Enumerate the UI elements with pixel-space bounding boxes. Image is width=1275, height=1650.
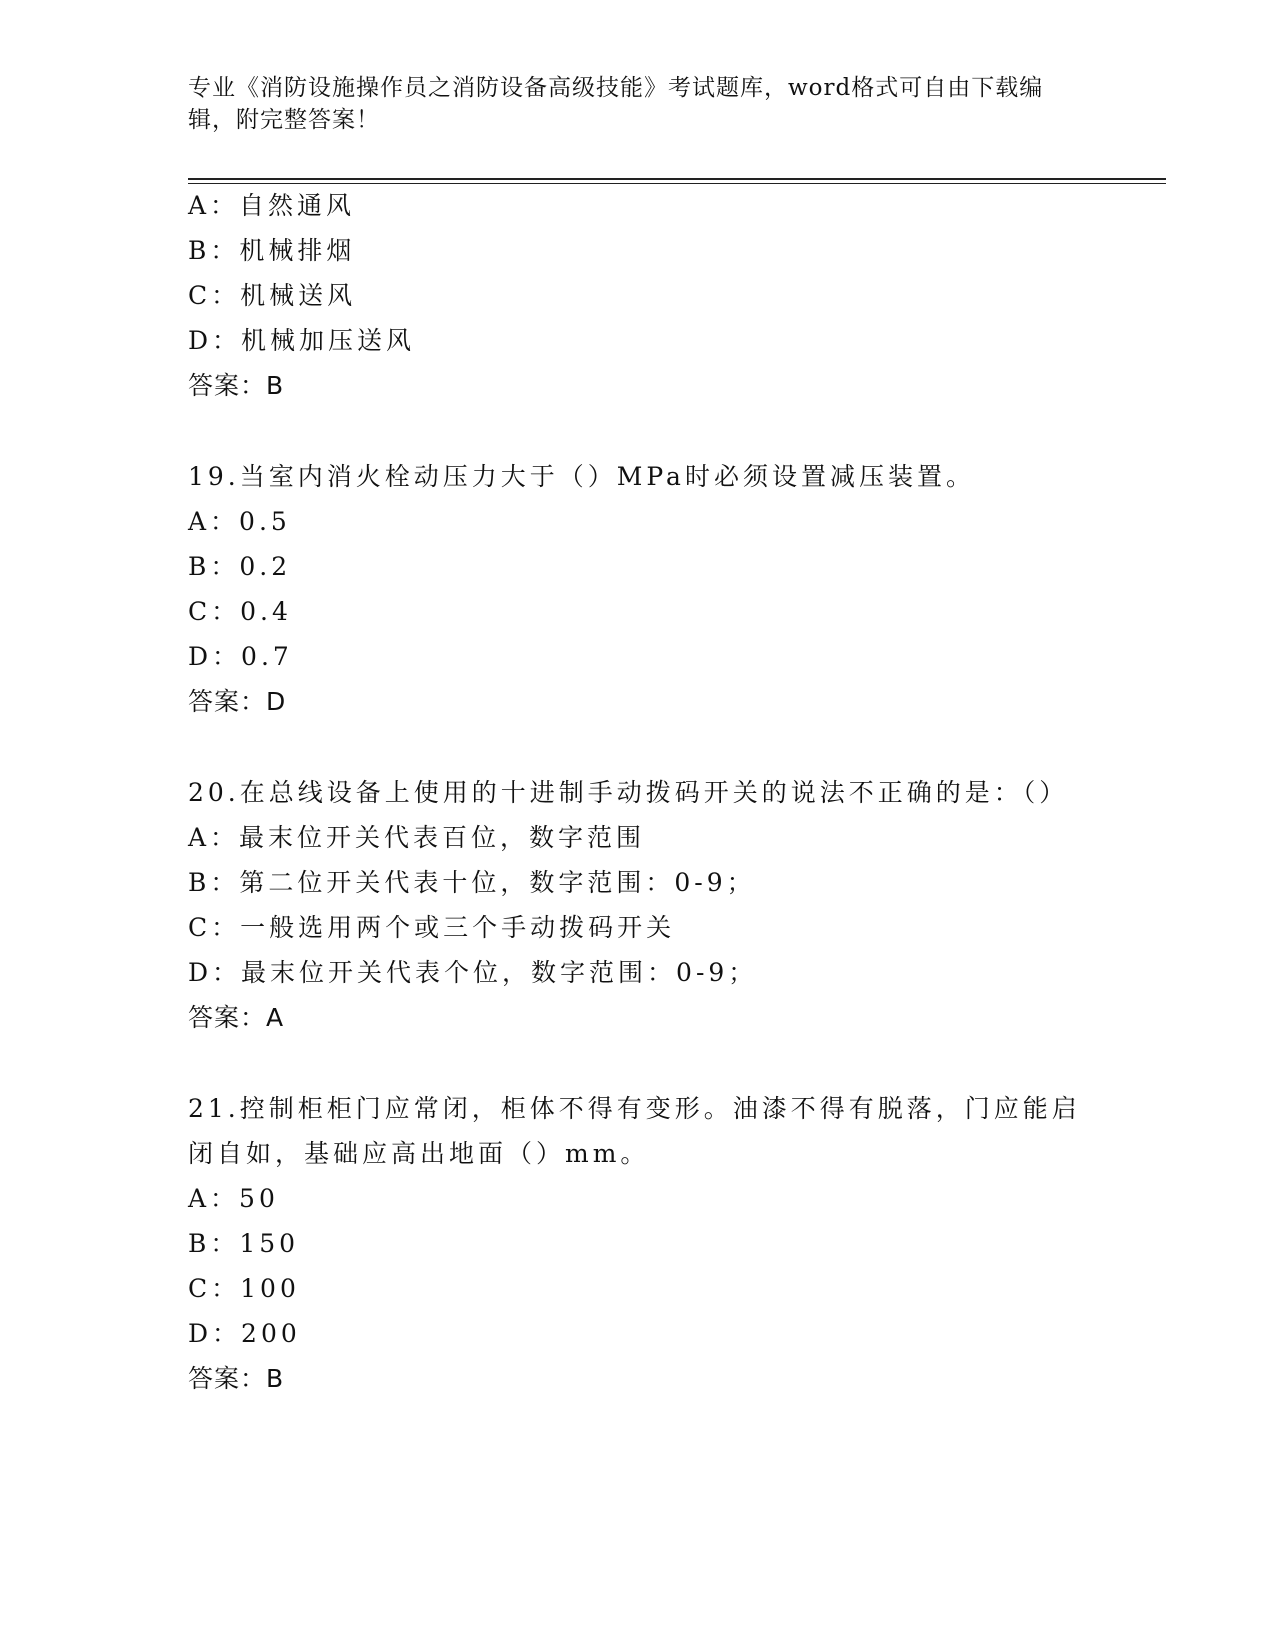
q20-option-a: A：最末位开关代表百位，数字范围 [188, 823, 646, 852]
document-header: 专业《消防设施操作员之消防设备高级技能》考试题库，word格式可自由下载编辑，附完整答案！ [188, 75, 1044, 133]
q18-option-a: A：自然通风 [188, 191, 356, 220]
q18-answer: 答案：B [188, 371, 285, 400]
q18-option-c: C：机械送风 [188, 281, 357, 310]
header-divider-thin [188, 183, 1166, 184]
q19-question: 19.当室内消火栓动压力大于（）MPa时必须设置减压装置。 [188, 462, 975, 491]
q18-option-d: D：机械加压送风 [188, 326, 416, 355]
q19-option-d: D：0.7 [188, 642, 293, 671]
q21-option-b: B：150 [188, 1229, 300, 1258]
q19-option-a: A：0.5 [188, 507, 291, 536]
q18-option-b: B：机械排烟 [188, 236, 356, 265]
q21-question-line-2: 闭自如，基础应高出地面（）mm。 [188, 1139, 650, 1168]
q19-option-b: B：0.2 [188, 552, 292, 581]
q21-answer: 答案：B [188, 1364, 285, 1393]
q21-option-c: C：100 [188, 1274, 300, 1303]
q19-option-c: C：0.4 [188, 597, 292, 626]
q20-option-d: D：最末位开关代表个位，数字范围：0-9； [188, 958, 758, 987]
q20-option-b: B：第二位开关代表十位，数字范围：0-9； [188, 868, 756, 897]
q20-answer: 答案：A [188, 1003, 285, 1032]
q21-question-line-1: 21.控制柜柜门应常闭，柜体不得有变形。油漆不得有脱落，门应能启 [188, 1094, 1081, 1123]
header-divider [188, 178, 1166, 180]
q21-option-a: A：50 [188, 1184, 279, 1213]
q21-option-d: D：200 [188, 1319, 301, 1348]
q19-answer: 答案：D [188, 687, 287, 716]
q20-question: 20.在总线设备上使用的十进制手动拨码开关的说法不正确的是：（） [188, 778, 1069, 807]
q20-option-c: C：一般选用两个或三个手动拨码开关 [188, 913, 676, 942]
